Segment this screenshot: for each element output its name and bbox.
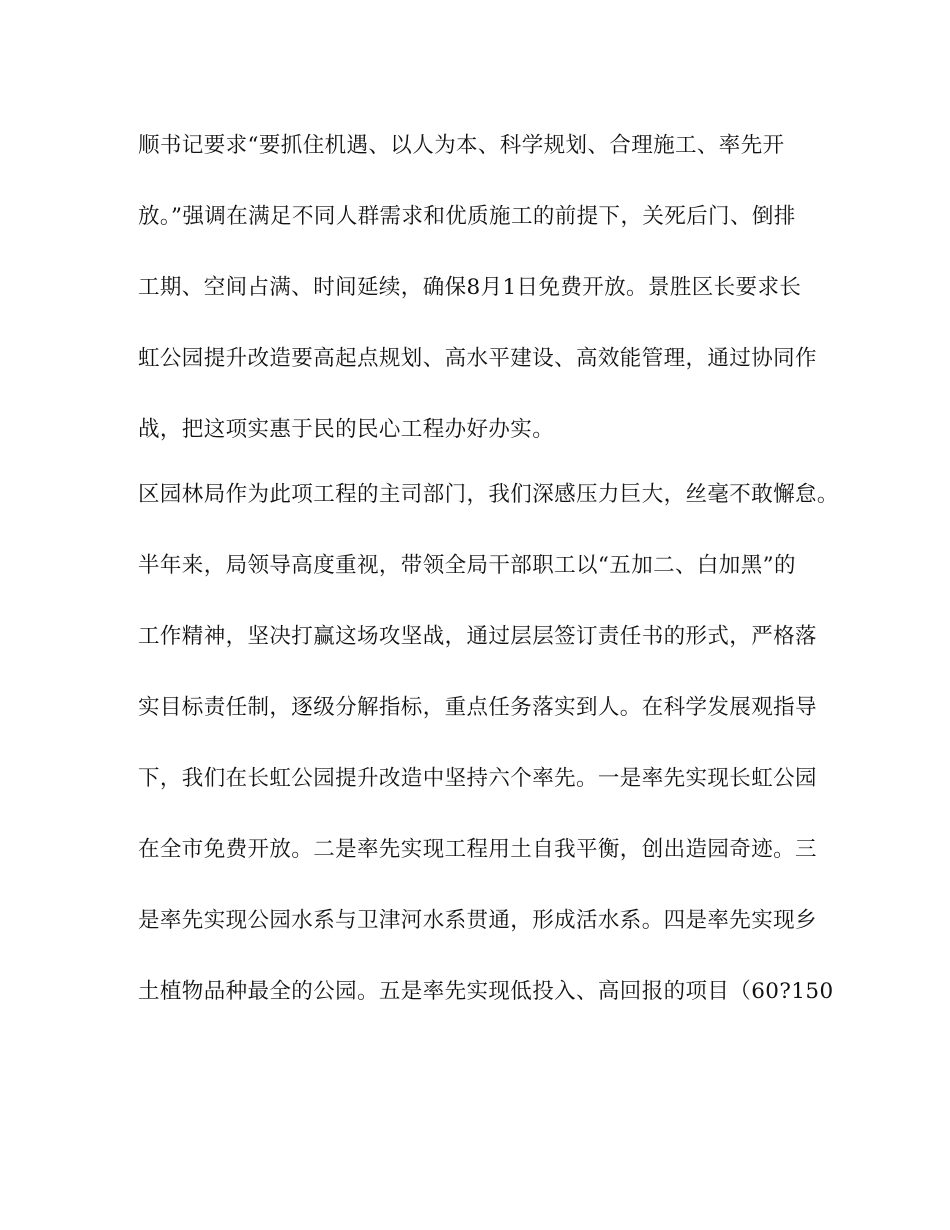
text-line-7: 半年来，局领导高度重视，带领全局干部职工以“五加二、白加黑”的	[138, 553, 796, 578]
text-line-12: 是率先实现公园水系与卫津河水系贯通，形成活水系。四是率先实现乡	[138, 908, 817, 933]
text-line-9: 实目标责任制，逐级分解指标，重点任务落实到人。在科学发展观指导	[138, 695, 817, 720]
text-line-10: 下，我们在长虹公园提升改造中坚持六个率先。一是率先实现长虹公园	[138, 766, 817, 791]
text-line-4: 虹公园提升改造要高起点规划、高水平建设、高效能管理，通过协同作	[138, 346, 817, 371]
text-line-2: 放。”强调在满足不同人群需求和优质施工的前提下，关死后门、倒排	[138, 204, 796, 229]
text-line-6: 区园林局作为此项工程的主司部门，我们深感压力巨大，丝毫不敢懈怠。	[138, 482, 839, 507]
text-line-5: 战，把这项实惠于民的民心工程办好办实。	[138, 417, 555, 442]
text-line-13: 土植物品种最全的公园。五是率先实现低投入、高回报的项目（60?150	[138, 979, 834, 1004]
text-line-11: 在全市免费开放。二是率先实现工程用土自我平衡，创出造园奇迹。三	[138, 837, 817, 862]
text-line-8: 工作精神，坚决打赢这场攻坚战，通过层层签订责任书的形式，严格落	[138, 624, 817, 649]
text-line-3: 工期、空间占满、时间延续，确保8月1日免费开放。景胜区长要求长	[138, 275, 802, 300]
text-line-1: 顺书记要求“要抓住机遇、以人为本、科学规划、合理施工、率先开	[138, 133, 785, 158]
